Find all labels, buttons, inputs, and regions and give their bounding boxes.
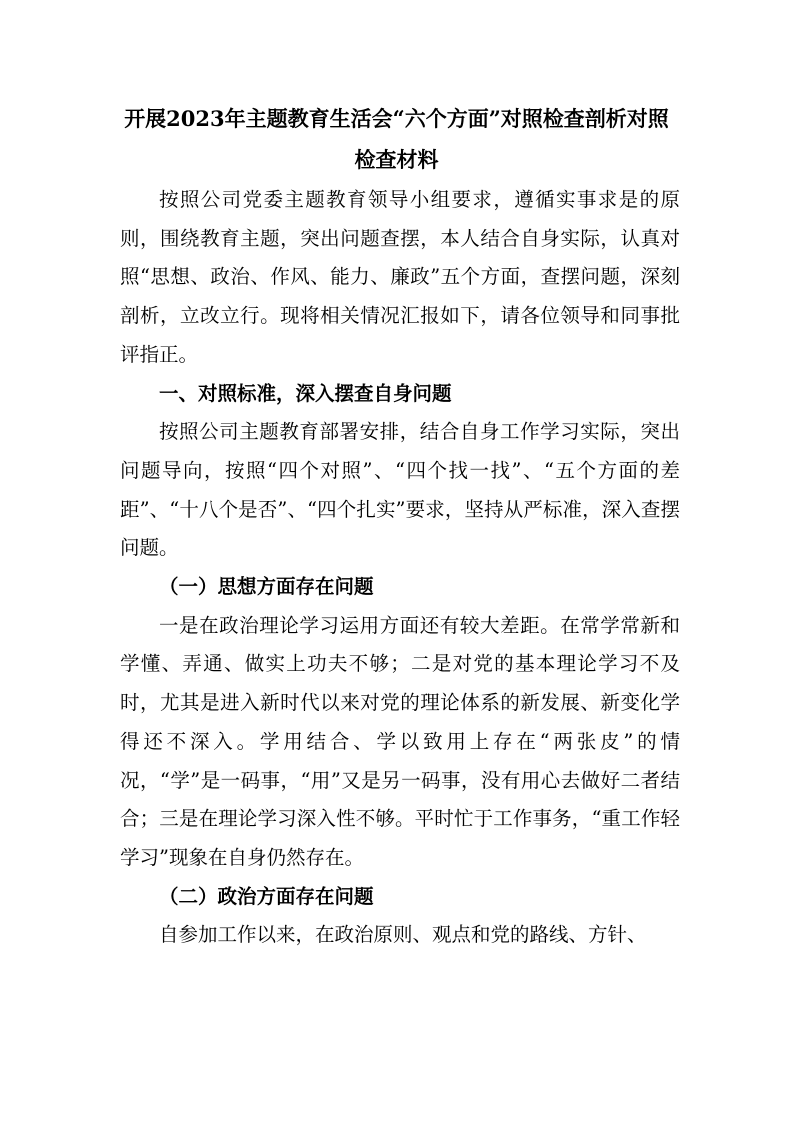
thought-paragraph: 一是在政治理论学习运用方面还有较大差距。在常学常新和学懂、弄通、做实上功夫不够；二是对党的基本理论学习不及时，尤其是进入新时代以来对党的理论体系的新发展、新变化学得还不深入。学用结合、学以致用上存在“两张皮”的情况，“学”是一码事，“用”又是另一码事，没有用心去做好二者结合；三是在理论学习深入性不够。平时忙于工作事务，“重工作轻学习”现象在自身仍然存在。 xyxy=(120,613,680,869)
document-title: 开展2023年主题教育生活会“六个方面”对照检查剖析对照检查材料 xyxy=(124,106,669,172)
intro-paragraph: 按照公司党委主题教育领导小组要求，遵循实事求是的原则，围绕教育主题，突出问题查摆，本人结合自身实际，认真对照“思想、政治、作风、能力、廉政”五个方面，查摆问题，深刻剖析，立改立行。现将相关情况汇报如下，请各位领导和同事批评指正。 xyxy=(120,188,680,366)
section-heading-1: 一、对照标准，深入摆查自身问题 xyxy=(159,381,452,405)
politics-paragraph: 自参加工作以来，在政治原则、观点和党的路线、方针、 xyxy=(159,923,647,947)
document-body xyxy=(120,181,680,955)
subsection-heading-politics: （二）政治方面存在问题 xyxy=(159,884,374,908)
section-1-paragraph: 按照公司主题教育部署安排，结合自身工作学习实际，突出问题导向，按照“四个对照”、“四个找一找”、“五个方面的差距”、“十八个是否”、“四个扎实”要求，坚持从严标准，深入查摆问题。 xyxy=(120,420,680,560)
subsection-heading-thought: （一）思想方面存在问题 xyxy=(159,575,374,599)
